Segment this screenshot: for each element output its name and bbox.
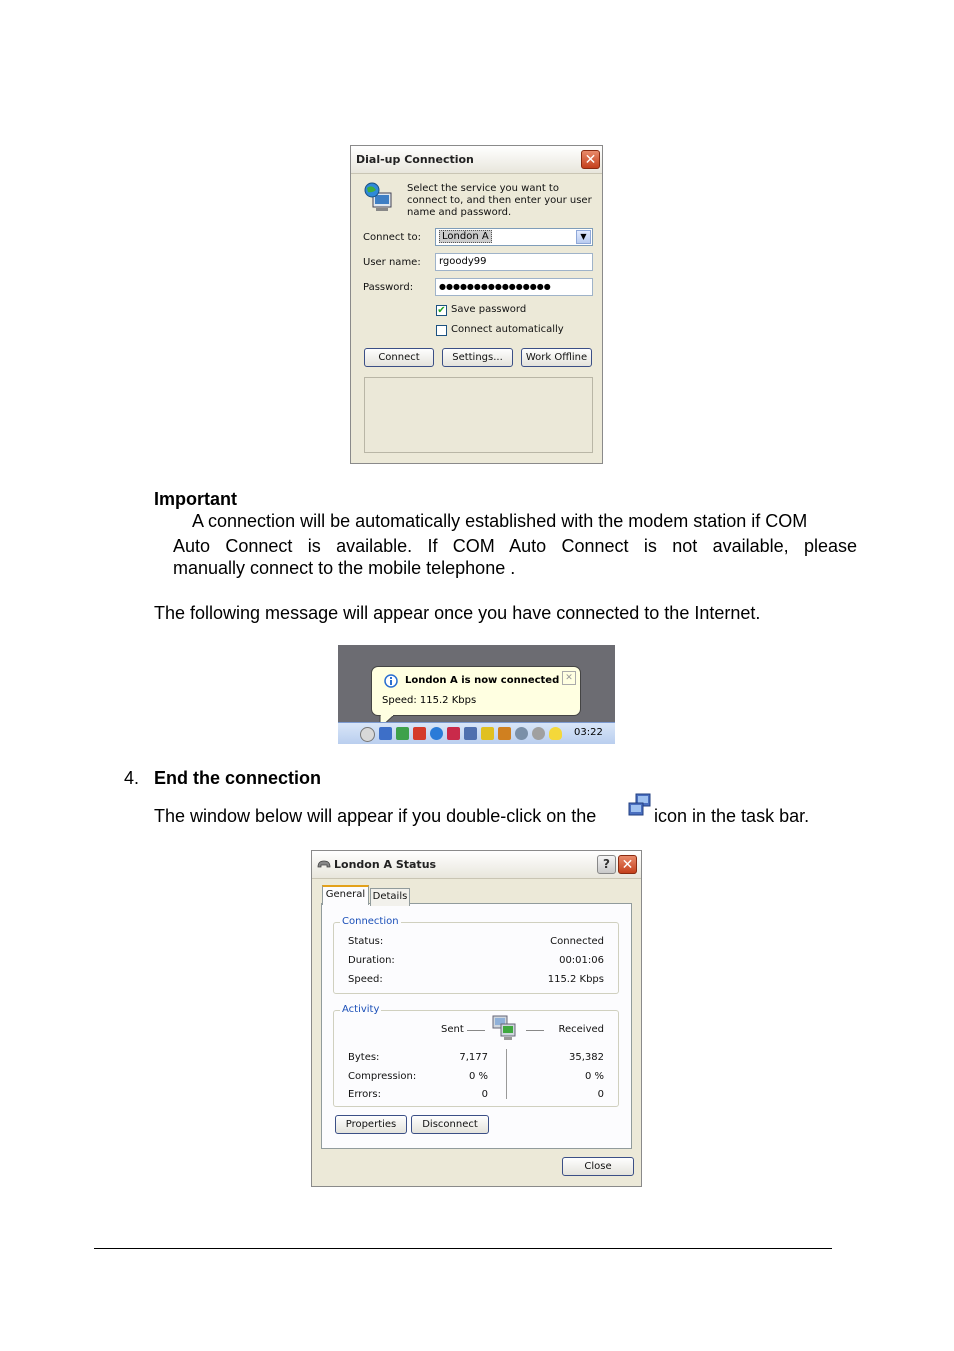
- bytes-received: 35,382: [569, 1052, 604, 1063]
- tray-app-icon[interactable]: [549, 727, 562, 740]
- step-heading: End the connection: [154, 768, 322, 788]
- compression-received: 0 %: [584, 1071, 604, 1082]
- close-dialog-button[interactable]: Close: [562, 1157, 634, 1176]
- bytes-sent: 7,177: [459, 1052, 488, 1063]
- computers-icon: [490, 1014, 520, 1042]
- footer-rule: [94, 1248, 832, 1249]
- sent-line: [467, 1030, 485, 1031]
- duration-value: 00:01:06: [559, 955, 604, 966]
- bytes-label: Bytes:: [348, 1052, 380, 1063]
- notification-speed: Speed: 115.2 Kbps: [382, 695, 477, 706]
- sentence-part-2: icon in the task bar.: [654, 806, 810, 826]
- chevron-left-icon[interactable]: [360, 727, 375, 742]
- activity-divider: [506, 1049, 507, 1099]
- important-line-3: manually connect to the mobile telephone .: [173, 558, 516, 578]
- notification-title: London A is now connected: [405, 675, 560, 686]
- tray-app-icon[interactable]: [515, 727, 528, 740]
- connect-to-value: London A: [439, 230, 492, 243]
- activity-group: [333, 1004, 619, 1107]
- following-message-text: The following message will appear once you have connected to the Internet.: [154, 603, 761, 623]
- system-tray: [338, 722, 615, 744]
- tab-general[interactable]: General: [322, 885, 369, 905]
- tray-app-icon[interactable]: [464, 727, 477, 740]
- sent-label: Sent: [441, 1024, 464, 1035]
- tray-app-icon[interactable]: [532, 727, 545, 740]
- connect-to-select[interactable]: [435, 228, 593, 246]
- compression-label: Compression:: [348, 1071, 417, 1082]
- compression-sent: 0 %: [468, 1071, 488, 1082]
- close-button[interactable]: ✕: [581, 150, 600, 169]
- connection-group-label: Connection: [342, 916, 399, 927]
- tray-clock: 03:22: [574, 727, 603, 738]
- dialog-titlebar: [351, 146, 602, 174]
- important-heading: Important: [154, 489, 237, 509]
- tray-app-icon[interactable]: [430, 727, 443, 740]
- errors-received: 0: [597, 1089, 604, 1100]
- network-connection-icon[interactable]: [379, 727, 392, 740]
- received-label: Received: [558, 1024, 604, 1035]
- tray-app-icon[interactable]: [447, 727, 460, 740]
- connection-group: [333, 916, 619, 994]
- tray-app-icon[interactable]: [481, 727, 494, 740]
- save-password-checkbox[interactable]: ✔: [437, 305, 446, 316]
- notification-balloon[interactable]: [371, 666, 581, 716]
- step-number: 4.: [124, 768, 140, 788]
- status-value: Connected: [550, 936, 604, 947]
- save-password-label: Save password: [451, 304, 527, 315]
- help-button[interactable]: ?: [597, 855, 616, 874]
- connection-notification-screenshot: [338, 645, 615, 744]
- work-offline-button[interactable]: Work Offline: [521, 348, 592, 367]
- connect-automatically-label: Connect automatically: [451, 324, 564, 335]
- sentence-part-1: The window below will appear if you double-click on the: [154, 806, 597, 826]
- tab-details[interactable]: Details: [370, 888, 410, 906]
- dialog-title: London A Status: [334, 858, 437, 871]
- password-field[interactable]: ●●●●●●●●●●●●●●●●: [435, 278, 593, 296]
- chevron-down-icon[interactable]: ▼: [576, 230, 591, 244]
- tray-app-icon[interactable]: [413, 727, 426, 740]
- dialup-connection-dialog: [350, 145, 603, 464]
- status-message-area: [364, 377, 593, 453]
- connect-automatically-checkbox[interactable]: [436, 325, 447, 336]
- connect-button[interactable]: Connect: [364, 348, 434, 367]
- instruction-text: Select the service you want to connect to, and then enter your user name and password.: [407, 183, 592, 218]
- activity-group-label: Activity: [342, 1004, 380, 1015]
- password-label: Password:: [363, 282, 414, 293]
- speed-label: Speed:: [348, 974, 383, 985]
- disconnect-button[interactable]: Disconnect: [411, 1115, 489, 1134]
- tray-app-icon[interactable]: [498, 727, 511, 740]
- info-icon: [384, 674, 398, 688]
- settings-button[interactable]: Settings...: [442, 348, 513, 367]
- properties-button[interactable]: Properties: [335, 1115, 407, 1134]
- tray-app-icon[interactable]: [396, 727, 409, 740]
- close-button[interactable]: ✕: [618, 855, 637, 874]
- connect-to-label: Connect to:: [363, 232, 421, 243]
- errors-label: Errors:: [348, 1089, 381, 1100]
- user-name-field[interactable]: rgoody99: [435, 253, 593, 271]
- connection-status-dialog: [311, 850, 642, 1187]
- speed-value: 115.2 Kbps: [547, 974, 604, 985]
- received-line: [526, 1030, 544, 1031]
- status-label: Status:: [348, 936, 384, 947]
- user-name-label: User name:: [363, 257, 421, 268]
- network-connection-icon: [626, 792, 654, 820]
- dialog-titlebar: [312, 851, 641, 879]
- phone-icon: [317, 858, 331, 870]
- important-line-2: Auto Connect is available. If COM Auto Connect is not available, please: [173, 536, 857, 556]
- errors-sent: 0: [481, 1089, 488, 1100]
- close-icon[interactable]: ✕: [562, 671, 576, 685]
- duration-label: Duration:: [348, 955, 395, 966]
- important-line-1: A connection will be automatically established with the modem station if COM: [192, 511, 808, 531]
- computer-globe-icon: [363, 181, 395, 213]
- double-click-sentence: [154, 804, 810, 828]
- dialog-title: Dial-up Connection: [356, 153, 474, 166]
